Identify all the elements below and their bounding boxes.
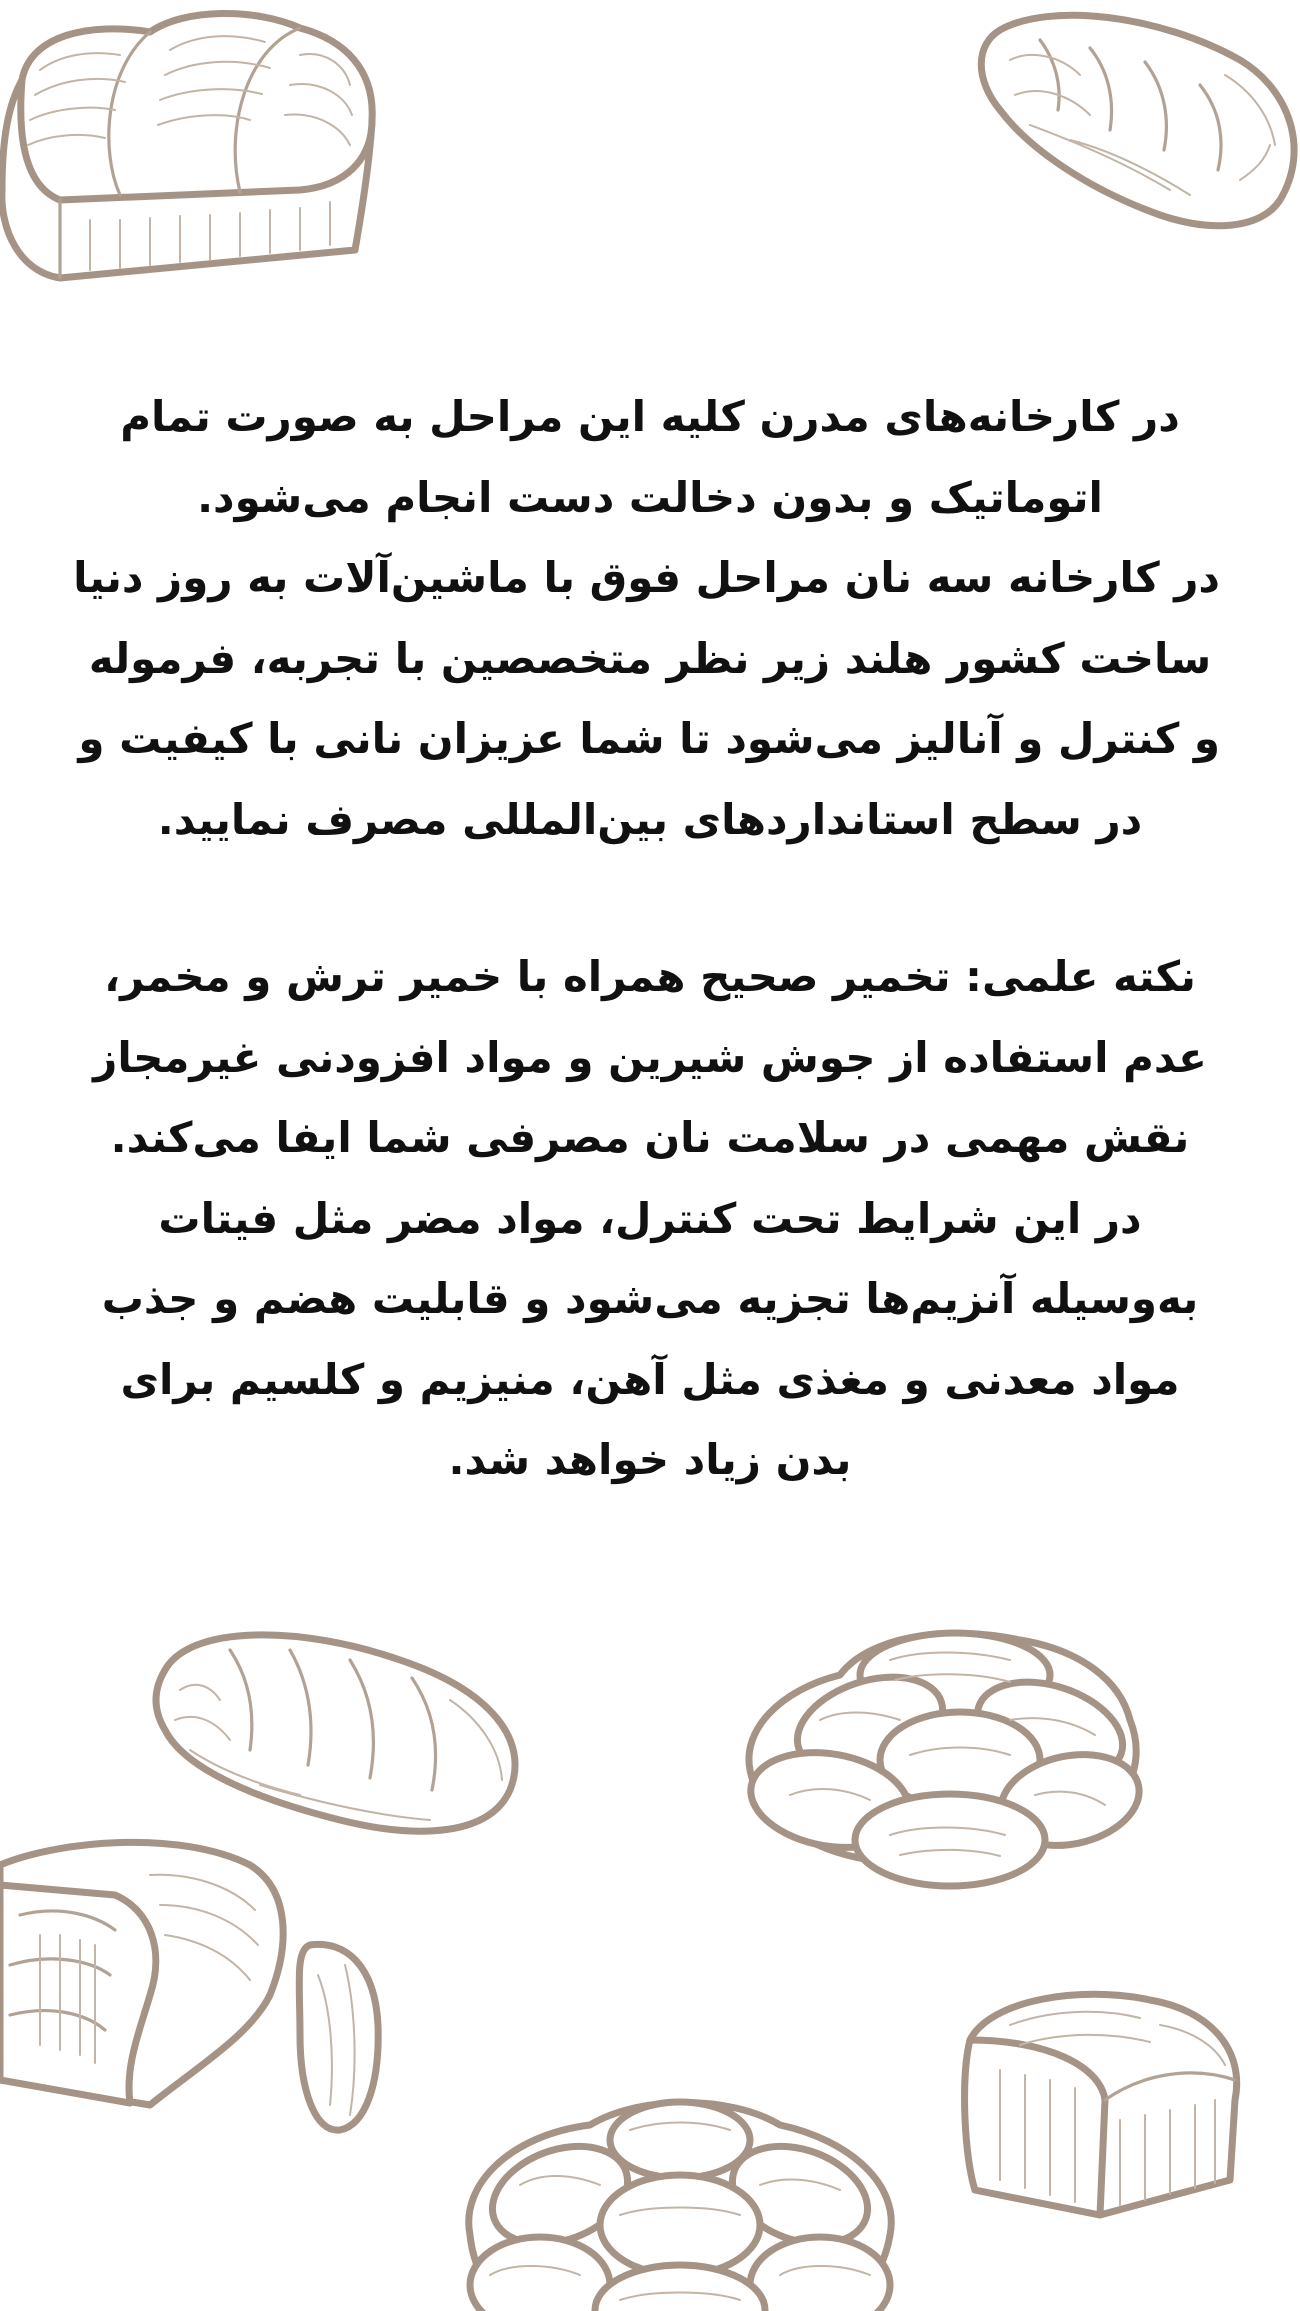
braided-bread-icon (450, 2085, 910, 2311)
paragraph-line: مواد معدنی و مغذی مثل آهن، منیزیم و کلسیم برای (120, 1354, 1180, 1404)
paragraph-scientific-note (80, 937, 1220, 1501)
braided-challah-icon (720, 1620, 1180, 1930)
paragraph-line: در کارخانه سه نان مراحل فوق با ماشین‌آلات به روز دنیا (73, 553, 1220, 602)
bread-box-loaf-icon (950, 1980, 1250, 2220)
paragraph-line: عدم استفاده از جوش شیرین و مواد افزودنی غیرمجاز (93, 1032, 1207, 1082)
bread-long-loaf-icon (150, 1620, 540, 1840)
paragraph-line: و کنترل و آنالیز می‌شود تا شما عزیزان نانی با کیفیت و (78, 714, 1220, 763)
paragraph-line: نکته علمی: تخمیر صحیح همراه با خمیر ترش و مخمر، (104, 952, 1196, 1001)
bread-loaf-sliced-icon (0, 1835, 400, 2135)
paragraph-line: بدن زیاد خواهد شد. (448, 1435, 852, 1484)
paragraph-line: در سطح استانداردهای بین‌المللی مصرف نمایید. (157, 794, 1143, 844)
baguette-icon (970, 0, 1300, 235)
paragraph-line: در این شرایط تحت کنترل، مواد مضر مثل فیتات (158, 1193, 1142, 1243)
paragraph-line: نقش مهمی در سلامت نان مصرفی شما ایفا می‌کند. (110, 1113, 1190, 1162)
paragraph-line: در کارخانه‌های مدرن کلیه این مراحل به صورت تمام (120, 392, 1180, 441)
paragraph-line: به‌وسیله آنزیم‌ها تجزیه می‌شود و قابلیت هضم و جذب (101, 1274, 1199, 1323)
paragraph-line: اتوماتیک و بدون دخالت دست انجام می‌شود. (197, 472, 1103, 522)
paragraph-line: ساخت کشور هلند زیر نظر متخصصین با تجربه، فرموله (88, 633, 1212, 683)
paragraph-production (73, 377, 1220, 860)
bread-loaf-icon (0, 10, 390, 280)
